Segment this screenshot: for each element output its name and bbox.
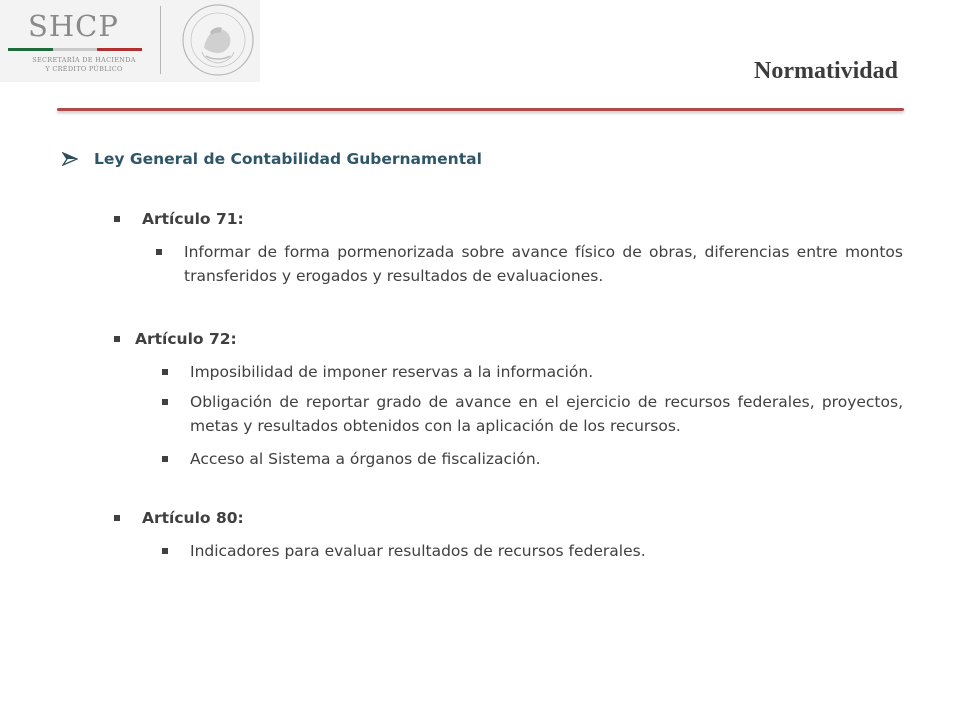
logo-divider bbox=[160, 6, 161, 74]
list-item bbox=[184, 240, 903, 288]
bullet-icon bbox=[156, 249, 162, 255]
article-80 bbox=[114, 509, 244, 527]
bullet-icon bbox=[162, 548, 168, 554]
title-divider bbox=[57, 108, 904, 111]
bullet-icon bbox=[162, 369, 168, 375]
article-label: Artículo 72: bbox=[135, 330, 237, 348]
list-item-text: Indicadores para evaluar resultados de recursos federales. bbox=[190, 542, 646, 560]
list-item bbox=[190, 360, 903, 384]
list-item bbox=[190, 539, 903, 563]
bullet-icon bbox=[114, 216, 120, 222]
bullet-icon bbox=[114, 336, 120, 342]
logo-text: SHCP bbox=[28, 9, 119, 43]
logo-sub-line1: SECRETARÍA DE HACIENDA bbox=[32, 56, 136, 64]
section-heading bbox=[62, 150, 482, 168]
logo-subtitle bbox=[24, 56, 144, 74]
list-item bbox=[190, 447, 903, 471]
list-item-text: Imposibilidad de imponer reservas a la información. bbox=[190, 363, 594, 381]
national-seal-icon bbox=[180, 2, 256, 78]
logo-color-rule bbox=[8, 48, 142, 51]
article-72 bbox=[114, 330, 237, 348]
bullet-icon bbox=[162, 456, 168, 462]
shcp-logo bbox=[0, 0, 260, 82]
heading-text: Ley General de Contabilidad Gubernamental bbox=[94, 150, 482, 168]
list-item-text: Acceso al Sistema a órganos de fiscalización. bbox=[190, 450, 541, 468]
article-label: Artículo 80: bbox=[142, 509, 244, 527]
list-item-text: Obligación de reportar grado de avance en el ejercicio de recursos federales, proyectos, metas y resultados obtenidos con la aplicación de los recursos. bbox=[190, 393, 903, 435]
article-71 bbox=[114, 210, 244, 228]
bullet-icon bbox=[162, 399, 168, 405]
arrow-bullet-icon bbox=[62, 152, 78, 166]
bullet-icon bbox=[114, 515, 120, 521]
logo-sub-line2: Y CRÉDITO PÚBLICO bbox=[45, 65, 123, 73]
list-item bbox=[190, 390, 903, 438]
article-label: Artículo 71: bbox=[142, 210, 244, 228]
page-title: Normatividad bbox=[754, 58, 898, 84]
list-item-text: Informar de forma pormenorizada sobre avance físico de obras, diferencias entre montos transferidos y erogados y resultados de evaluaciones. bbox=[184, 243, 903, 285]
